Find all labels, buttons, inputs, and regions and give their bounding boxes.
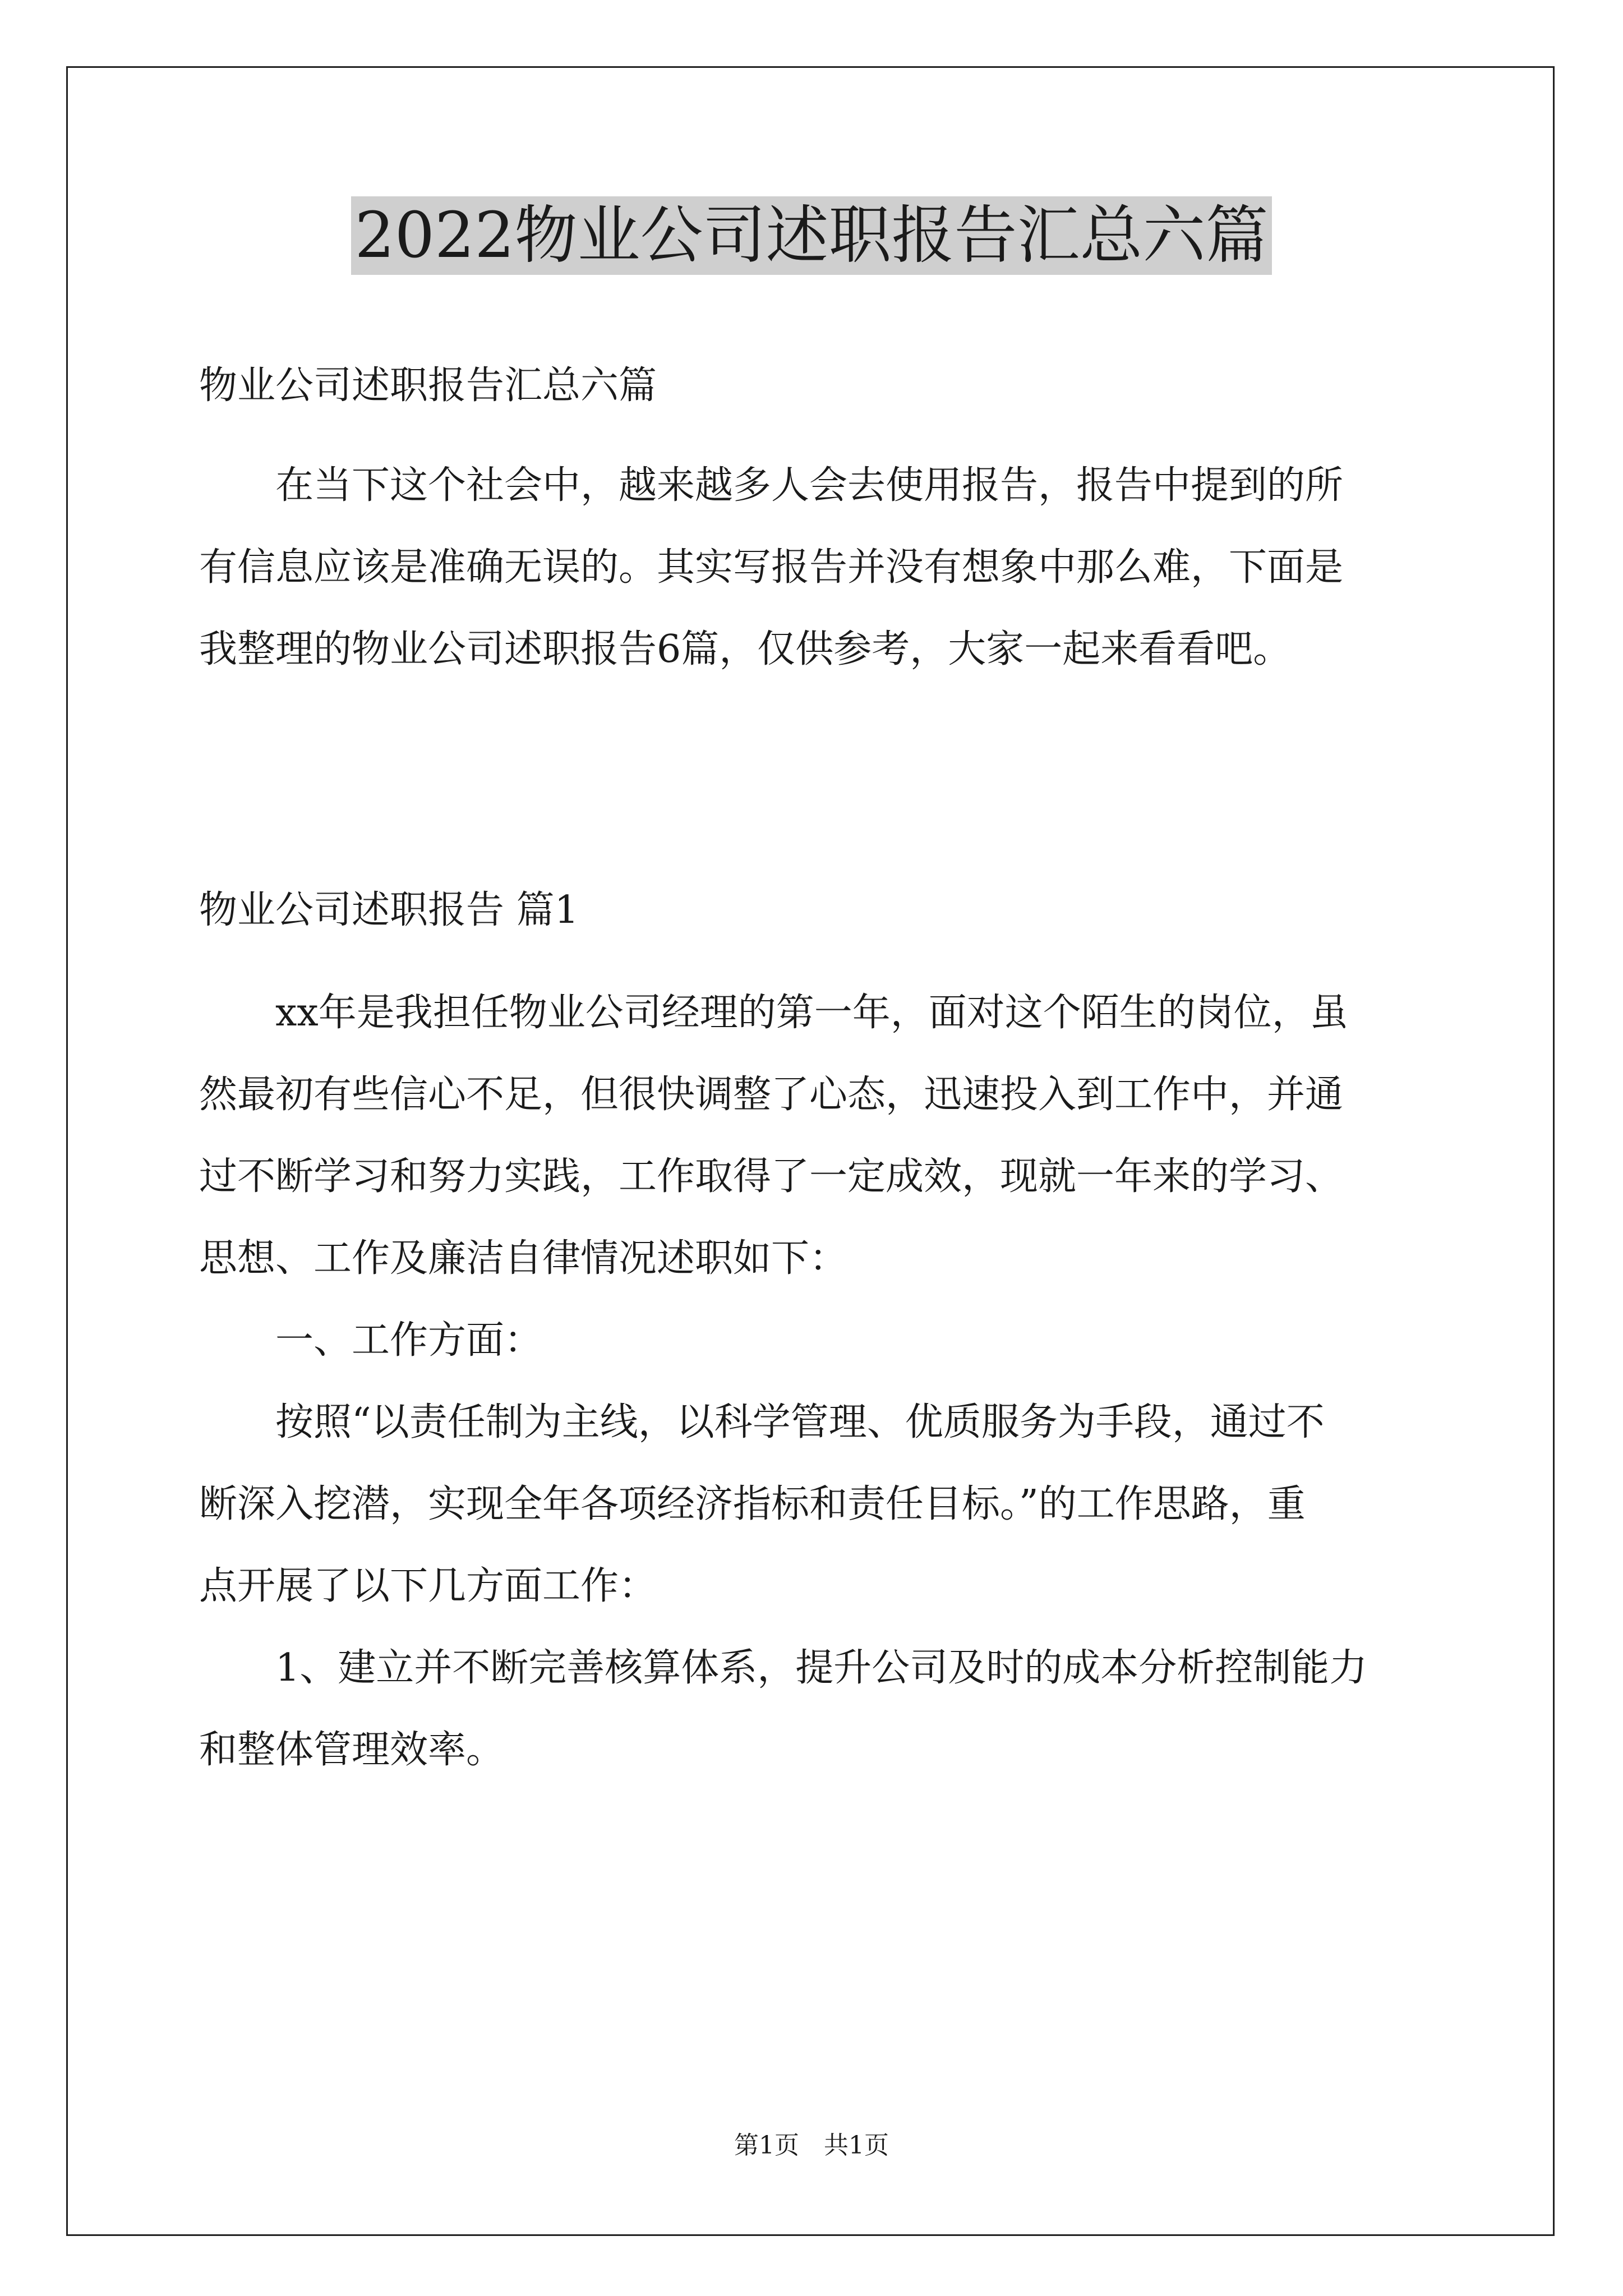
paragraph-line: 过不断学习和努力实践，工作取得了一定成效，现就一年来的学习、	[199, 1154, 1344, 1199]
paragraph-line: 有信息应该是准确无误的。其实写报告并没有想象中那么难，下面是	[199, 545, 1344, 590]
paragraph-line: 在当下这个社会中，越来越多人会去使用报告，报告中提到的所	[199, 463, 1344, 508]
paragraph-line: 一、工作方面：	[199, 1318, 543, 1363]
document-subtitle: 物业公司述职报告汇总六篇	[199, 364, 657, 408]
paragraph-line: 我整理的物业公司述职报告6篇，仅供参考，大家一起来看看吧。	[199, 627, 1292, 671]
paragraph-line: xx年是我担任物业公司经理的第一年，面对这个陌生的岗位，虽	[199, 991, 1348, 1035]
document-title: 2022物业公司述职报告汇总六篇	[351, 196, 1271, 275]
paragraph-line: 断深入挖潜，实现全年各项经济指标和责任目标。”的工作思路，重	[199, 1482, 1306, 1526]
paragraph-line: 思想、工作及廉洁自律情况述职如下：	[199, 1236, 848, 1281]
paragraph-line: 然最初有些信心不足，但很快调整了心态，迅速投入到工作中，并通	[199, 1073, 1344, 1117]
paragraph-line: 点开展了以下几方面工作：	[199, 1564, 657, 1608]
page-footer: 第1页 共1页	[734, 2131, 889, 2160]
paragraph-line: 1、建立并不断完善核算体系，提升公司及时的成本分析控制能力	[199, 1646, 1368, 1690]
title-container	[0, 196, 1623, 275]
paragraph-line: 按照“以责任制为主线，以科学管理、优质服务为手段，通过不	[199, 1400, 1325, 1444]
section-heading: 物业公司述职报告 篇1	[199, 888, 579, 932]
paragraph-line: 和整体管理效率。	[199, 1728, 505, 1772]
